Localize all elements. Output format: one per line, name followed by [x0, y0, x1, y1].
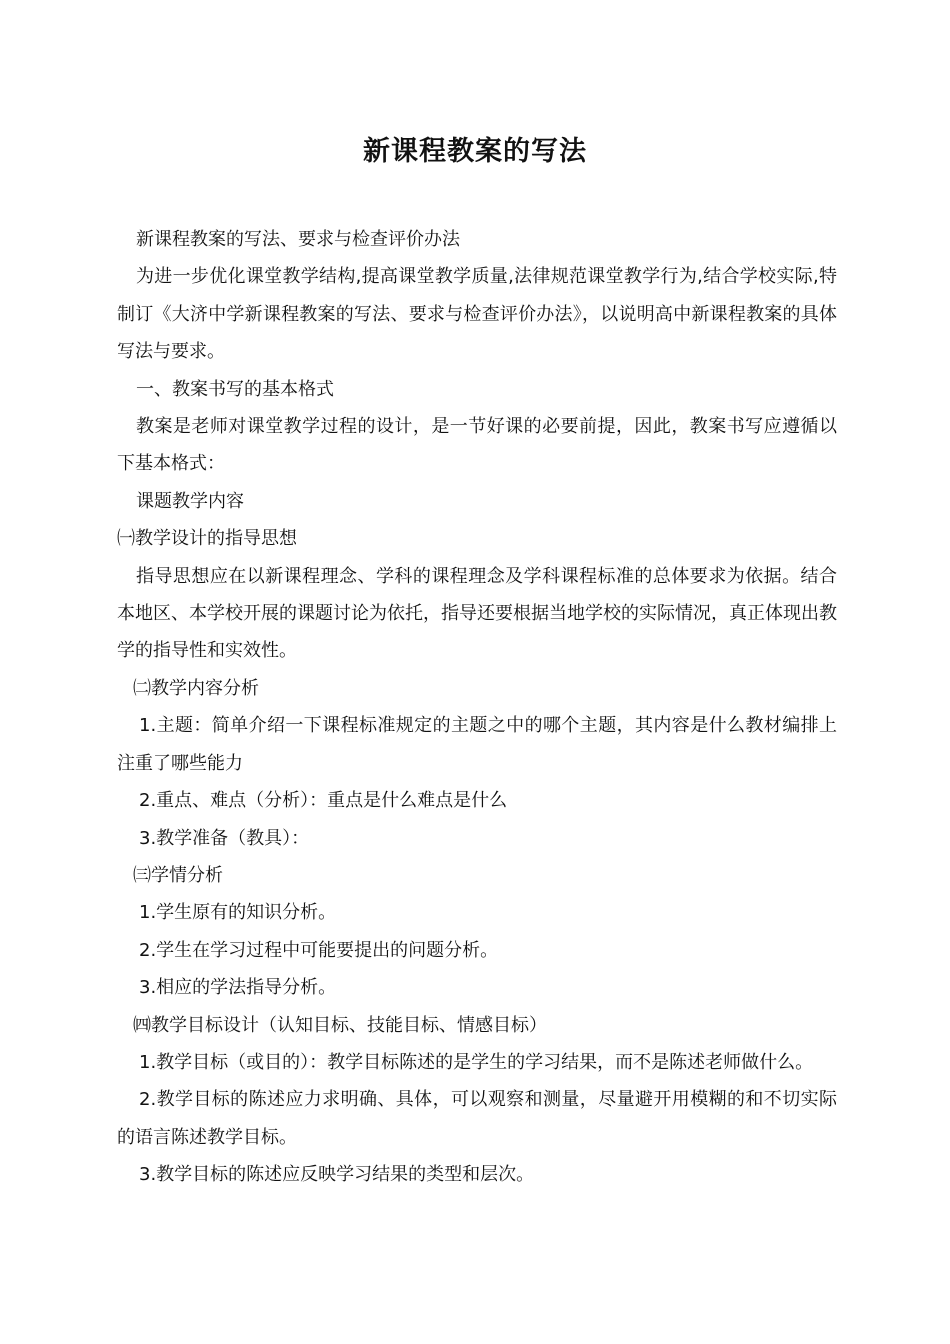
paragraph-guiding-thought: 指导思想应在以新课程理念、学科的课程理念及学科课程标准的总体要求为依据。结合本地区、本学校开展的课题讨论为依托，指导还要根据当地学校的实际情况，真正体现出教学的指导性和实效性。	[117, 565, 837, 662]
subheading-1: ㈠教学设计的指导思想	[117, 528, 297, 550]
subheading-2: ㈡教学内容分析	[133, 677, 259, 699]
paragraph-intro: 为进一步优化课堂教学结构,提高课堂教学质量,法律规范课堂教学行为,结合学校实际,特制订《大济中学新课程教案的写法、要求与检查评价办法》，以说明高中新课程教案的具体写法与要求。	[117, 266, 837, 363]
list-item-content-2: 2.重点、难点（分析）：重点是什么难点是什么	[139, 790, 508, 812]
list-item-content-1: 1.主题：简单介绍一下课程标准规定的主题之中的哪个主题，其内容是什么教材编排上注重了哪些能力	[117, 715, 837, 774]
list-item-learner-2: 2.学生在学习过程中可能要提出的问题分析。	[139, 939, 499, 961]
list-item-goal-3: 3.教学目标的陈述应反映学习结果的类型和层次。	[139, 1164, 535, 1186]
paragraph-topic-line: 课题教学内容	[136, 490, 244, 512]
document-title: 新课程教案的写法	[363, 136, 587, 167]
list-item-learner-1: 1.学生原有的知识分析。	[139, 902, 337, 924]
list-item-learner-3: 3.相应的学法指导分析。	[139, 977, 337, 999]
list-item-goal-1: 1.教学目标（或目的）：教学目标陈述的是学生的学习结果，而不是陈述老师做什么。	[139, 1051, 814, 1073]
section-heading-1: 一、教案书写的基本格式	[136, 378, 334, 400]
list-item-goal-2: 2.教学目标的陈述应力求明确、具体，可以观察和测量，尽量避开用模糊的和不切实际的语言陈述教学目标。	[117, 1089, 837, 1148]
subheading-4: ㈣教学目标设计（认知目标、技能目标、情感目标）	[133, 1014, 547, 1036]
document-body	[117, 221, 837, 1194]
subheading-3: ㈢学情分析	[133, 864, 223, 886]
paragraph-subtitle: 新课程教案的写法、要求与检查评价办法	[136, 229, 460, 250]
list-item-content-3: 3.教学准备（教具）：	[139, 827, 310, 849]
paragraph-section-1: 教案是老师对课堂教学过程的设计，是一节好课的必要前提，因此，教案书写应遵循以下基本格式：	[117, 416, 837, 475]
